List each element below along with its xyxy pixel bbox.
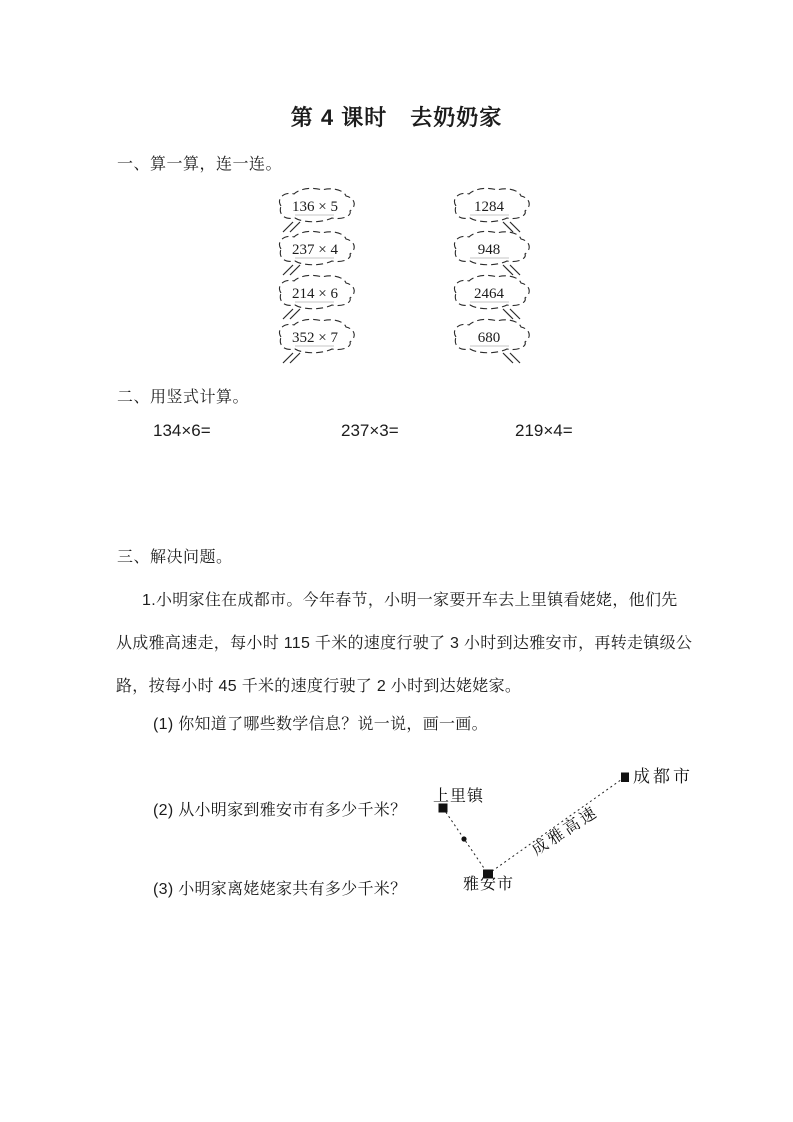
route-diagram: [423, 750, 708, 915]
expressway-label: 成雅高速: [529, 803, 603, 860]
vertical-calc-problem-3: 219×4=: [515, 421, 573, 440]
bubble-expression-4: [272, 317, 364, 367]
problem1-question-1: (1) 你知道了哪些数学信息？说一说，画一画。: [153, 716, 488, 733]
page-title: 第 4 课时 去奶奶家: [290, 105, 503, 130]
expression-text: 352 × 7: [292, 330, 338, 346]
expression-text: 237 × 4: [292, 242, 338, 258]
result-text: 680: [477, 330, 501, 346]
chengdu-city-marker: [621, 773, 629, 783]
section2-heading: 二、用竖式计算。: [117, 389, 250, 406]
shangli-town-label: 上里镇: [433, 788, 485, 805]
problem1-text-line3: 路，按每小时 45 千米的速度行驶了 2 小时到达姥姥家。: [116, 678, 522, 695]
chengdu-city-label: 成都市: [633, 767, 693, 786]
result-text: 2464: [474, 286, 504, 302]
bubble-expression-3: [272, 273, 364, 323]
bubble-result-3: [447, 273, 539, 323]
section1-heading: 一、算一算，连一连。: [117, 156, 283, 173]
waypoint-dot: [461, 836, 466, 841]
vertical-calc-problem-2: 237×3=: [341, 421, 399, 440]
bubble-result-2: [447, 229, 539, 279]
yaan-city-label: 雅安市: [463, 876, 515, 893]
expression-text: 136 × 5: [292, 199, 338, 215]
cloud-tail-right: [503, 353, 520, 363]
bubble-result-4: [447, 317, 539, 367]
vertical-calc-problem-1: 134×6=: [153, 421, 211, 440]
problem1-text-line1: 1.小明家住在成都市。今年春节，小明一家要开车去上里镇看姥姥，他们先: [142, 592, 678, 609]
problem1-question-3: (3) 小明家离姥姥家共有多少千米？: [153, 881, 407, 898]
result-text: 1284: [474, 199, 504, 215]
expression-text: 214 × 6: [292, 286, 338, 302]
result-text: 948: [477, 242, 501, 258]
expressway-line: [488, 777, 625, 874]
cloud-tail-left: [283, 353, 300, 363]
problem1-text-line2: 从成雅高速走，每小时 115 千米的速度行驶了 3 小时到达雅安市，再转走镇级公: [116, 635, 693, 652]
bubble-expression-2: [272, 229, 364, 279]
section3-heading: 三、解决问题。: [117, 549, 233, 566]
problem1-question-2: (2) 从小明家到雅安市有多少千米？: [153, 802, 407, 819]
